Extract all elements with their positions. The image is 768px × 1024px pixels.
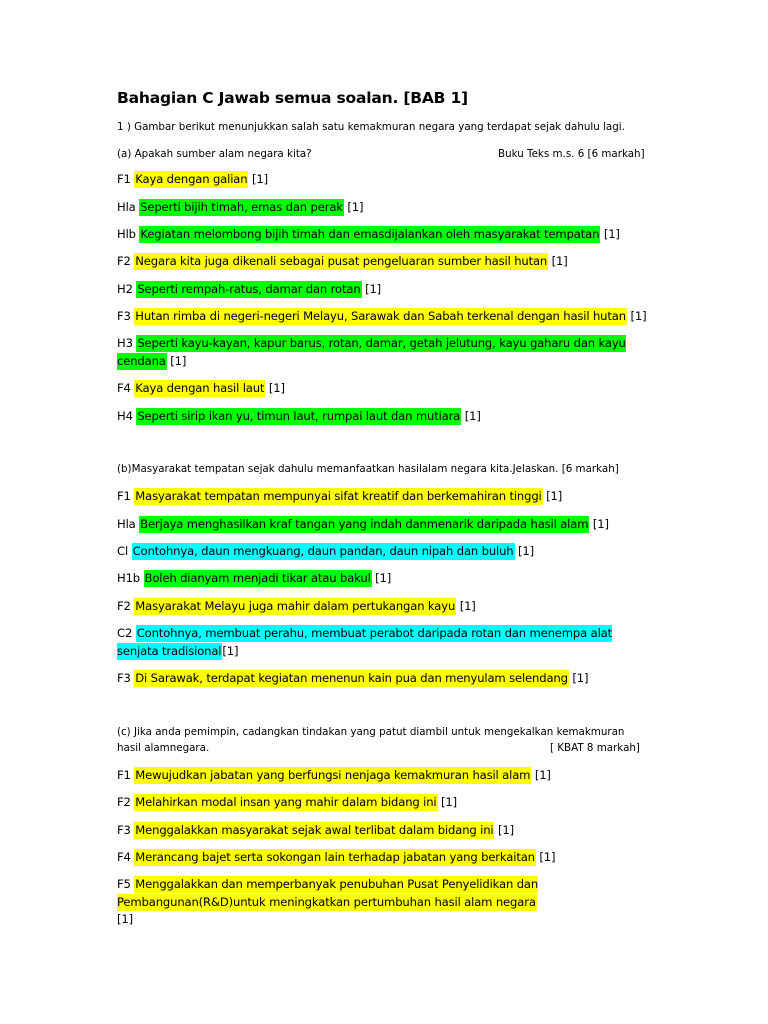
question-b-ref: [6 markah]: [561, 463, 619, 475]
answer-highlight: Merancang bajet serta sokongan lain terhadap jabatan yang berkaitan: [135, 850, 535, 864]
answer-a-5: [117, 281, 657, 299]
answer-mark: [1]: [548, 254, 568, 268]
answer-mark: [1]: [117, 912, 133, 926]
answer-prefix: F1: [117, 489, 135, 503]
answer-prefix: F1: [117, 172, 135, 186]
answer-prefix: H3: [117, 336, 137, 350]
answer-c-2: [117, 794, 657, 812]
answer-a-3: [117, 226, 657, 244]
answer-prefix: F4: [117, 850, 135, 864]
answer-highlight: Contohnya, membuat perahu, membuat perabot daripada rotan dan menempa alat senjata tradisional: [117, 626, 613, 658]
answer-prefix: F4: [117, 381, 135, 395]
question-c-line2: [117, 740, 642, 756]
answer-prefix: F2: [117, 254, 135, 268]
answer-c-3: [117, 822, 657, 840]
answer-b-7: [117, 670, 657, 688]
answer-highlight: Boleh dianyam menjadi tikar atau bakul: [144, 571, 371, 585]
answer-mark: [1]: [531, 768, 551, 782]
answer-mark: [1]: [456, 599, 476, 613]
answer-mark: [1]: [248, 172, 268, 186]
question-c-line1: (c) Jika anda pemimpin, cadangkan tindakan yang patut diambil untuk mengekalkan kemakmuran: [117, 726, 625, 738]
answer-prefix: C2: [117, 626, 136, 640]
answer-mark: [1]: [222, 643, 239, 658]
answer-highlight: Kaya dengan hasil laut: [135, 381, 265, 395]
answer-mark: [1]: [542, 489, 563, 503]
answer-b-2: [117, 516, 657, 534]
answer-mark: [1]: [589, 517, 609, 531]
answer-mark: [1]: [494, 823, 514, 837]
answer-prefix: Hla: [117, 200, 140, 214]
answer-highlight: Seperti kayu-kayan, kapur barus, rotan, damar, getah jelutung, kayu gaharu dan kayu cendana: [117, 336, 626, 368]
answer-mark: [1]: [166, 353, 187, 368]
answer-prefix: F2: [117, 599, 135, 613]
answer-prefix: H4: [117, 409, 137, 423]
answer-mark: [1]: [371, 571, 392, 585]
answer-a-7: [117, 335, 637, 370]
intro-text: 1 ) Gambar berikut menunjukkan salah satu kemakmuran negara yang terdapat sejak dahulu lagi.: [117, 121, 625, 133]
answer-b-4: [117, 570, 657, 588]
answer-highlight: Berjaya menghasilkan kraf tangan yang indah danmenarik daripada hasil alam: [140, 517, 589, 531]
answer-a-4: [117, 253, 657, 271]
answer-mark: [1]: [461, 409, 481, 423]
answer-a-8: [117, 380, 657, 398]
question-b: [117, 461, 619, 477]
answer-prefix: F3: [117, 671, 135, 685]
answer-prefix: H1b: [117, 571, 144, 585]
question-c-text: hasil alamnegara.: [117, 742, 210, 754]
answer-prefix: H2: [117, 282, 137, 296]
answer-prefix: F3: [117, 309, 135, 323]
answer-mark: [1]: [265, 381, 285, 395]
answer-highlight: Mewujudkan jabatan yang berfungsi nenjaga kemakmuran hasil alam: [135, 768, 531, 782]
answer-highlight: Hutan rimba di negeri-negeri Melayu, Sarawak dan Sabah terkenal dengan hasil hutan: [135, 309, 626, 323]
answer-a-9: [117, 408, 657, 426]
question-c-ref: [ KBAT 8 markah]: [550, 742, 640, 754]
answer-b-5: [117, 598, 657, 616]
question-a: [117, 146, 657, 162]
answer-c-4: [117, 849, 657, 867]
answer-mark: [1]: [626, 309, 647, 323]
answer-prefix: F5: [117, 877, 135, 891]
answer-prefix: F1: [117, 768, 135, 782]
page-heading: Bahagian C Jawab semua soalan. [BAB 1]: [117, 89, 468, 107]
answer-highlight: Masyarakat Melayu juga mahir dalam pertukangan kayu: [135, 599, 456, 613]
answer-c-1: [117, 767, 657, 785]
answer-highlight: Contohnya, daun mengkuang, daun pandan, daun nipah dan buluh: [132, 544, 514, 558]
answer-b-3: [117, 543, 657, 561]
answer-prefix: F2: [117, 795, 135, 809]
answer-highlight: Negara kita juga dikenali sebagai pusat pengeluaran sumber hasil hutan: [135, 254, 548, 268]
answer-c-5: [117, 876, 547, 929]
answer-a-6: [117, 308, 657, 326]
answer-prefix: Hla: [117, 517, 140, 531]
answer-highlight: Masyarakat tempatan mempunyai sifat kreatif dan berkemahiran tinggi: [135, 489, 542, 503]
answer-highlight: Menggalakkan masyarakat sejak awal terlibat dalam bidang ini: [135, 823, 494, 837]
answer-highlight: Di Sarawak, terdapat kegiatan menenun kain pua dan menyulam selendang: [135, 671, 568, 685]
answer-mark: [1]: [361, 282, 382, 296]
answer-highlight: Kaya dengan galian: [135, 172, 248, 186]
question-a-text: (a) Apakah sumber alam negara kita?: [117, 148, 312, 160]
answer-highlight: Menggalakkan dan memperbanyak penubuhan Pusat Penyelidikan dan Pembangunan(R&D)untuk meningkatkan pertumbuhan hasil alam negara: [117, 877, 539, 909]
answer-highlight: Melahirkan modal insan yang mahir dalam bidang ini: [135, 795, 437, 809]
answer-mark: [1]: [600, 227, 620, 241]
answer-highlight: Seperti sirip ikan yu, timun laut, rumpai laut dan mutiara: [137, 409, 461, 423]
answer-mark: [1]: [535, 850, 556, 864]
answer-prefix: Cl: [117, 544, 132, 558]
answer-highlight: Seperti bijih timah, emas dan perak: [140, 200, 343, 214]
answer-mark: [1]: [437, 795, 458, 809]
question-a-ref: Buku Teks m.s. 6 [6 markah]: [498, 148, 645, 160]
answer-prefix: F3: [117, 823, 135, 837]
answer-a-2: [117, 199, 657, 217]
answer-prefix: Hlb: [117, 227, 140, 241]
answer-a-1: [117, 171, 657, 189]
answer-mark: [1]: [514, 544, 535, 558]
answer-highlight: Kegiatan melombong bijih timah dan emasdijalankan oleh masyarakat tempatan: [140, 227, 600, 241]
answer-b-6: [117, 625, 637, 660]
answer-highlight: Seperti rempah-ratus, damar dan rotan: [137, 282, 361, 296]
answer-mark: [1]: [568, 671, 589, 685]
answer-mark: [1]: [343, 200, 364, 214]
question-b-text: (b)Masyarakat tempatan sejak dahulu memanfaatkan hasilalam negara kita.Jelaskan.: [117, 463, 559, 475]
answer-b-1: [117, 488, 657, 506]
